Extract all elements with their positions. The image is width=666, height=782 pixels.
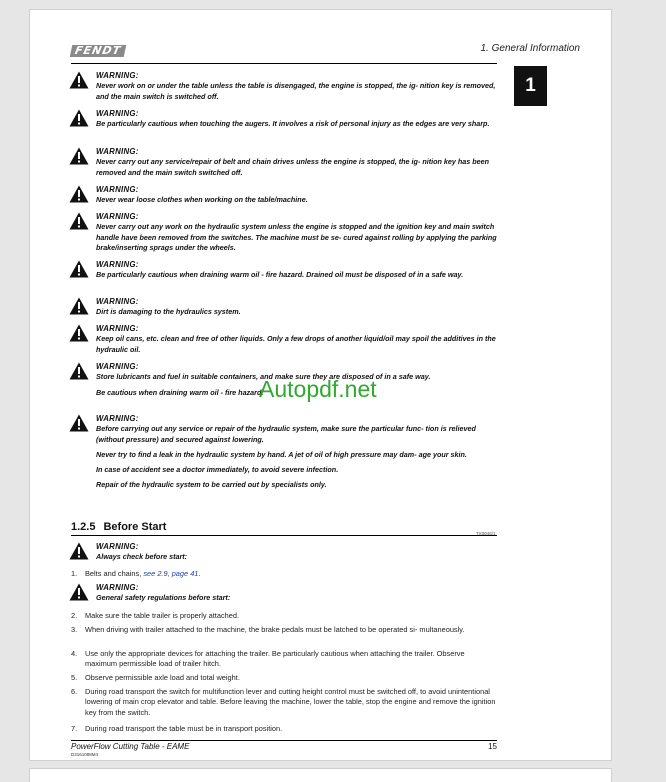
warning-label: WARNING:	[96, 362, 139, 371]
warning-label: WARNING:	[96, 260, 139, 269]
warning-text: Never work on or under the table unless the table is disengaged, the engine is stopped, the ig- nition key is removed, and the main switch is switched off.	[96, 81, 496, 101]
warning-text: Dirt is damaging to the hydraulics system.	[96, 307, 241, 317]
warning-label: WARNING:	[96, 71, 139, 80]
section-rule	[71, 535, 497, 536]
chapter-tab: 1	[514, 66, 547, 106]
list-item: 4. Use only the appropriate devices for attaching the trailer. Be particularly cautious when attaching the trailer. Observe maximum permissible load of trailer hitch.	[71, 649, 465, 669]
warning-text: In case of accident see a doctor immediately, to avoid severe infection.	[96, 465, 339, 475]
warning-text: Never try to find a leak in the hydraulic system by hand. A jet of oil of high pressure may dam- age your skin.	[96, 449, 467, 459]
warning-triangle-icon	[69, 542, 89, 560]
warning-label: WARNING:	[96, 324, 139, 333]
warning-text: Never carry out any service/repair of belt and chain drives unless the engine is stopped, the ig- nition key has been removed and the main switch switched off.	[96, 157, 490, 177]
warning-triangle-icon	[69, 297, 89, 315]
warning-text: Be particularly cautious when draining warm oil - fire hazard. Drained oil must be disposed of in a safe way.	[96, 270, 464, 280]
warning-triangle-icon	[69, 362, 89, 380]
list-item: 7. During road transport the table must be in transport position.	[71, 724, 283, 733]
fendt-logo: FENDT	[70, 45, 126, 57]
warning-text: Before carrying out any service or repair of the hydraulic system, make sure the particular func- tion is relieved (without pressure) and secured against lowering.	[96, 424, 476, 444]
warning-text: Keep oil cans, etc. clean and free of other liquids. Only a few drops of another liquid/oil may spoil the additives in the hydraulic oil.	[96, 334, 496, 354]
warning-label: WARNING:	[96, 185, 139, 194]
list-item: 3. When driving with trailer attached to the machine, the brake pedals must be latched to be operated si- multaneously.	[71, 625, 465, 634]
header-section-title: 1. General Information	[480, 43, 580, 54]
list-item: 5. Observe permissible axle load and total weight.	[71, 673, 240, 682]
footer-code: D3161088M4	[71, 752, 99, 757]
header-rule	[71, 63, 497, 64]
list-item: 6. During road transport the switch for multifunction lever and cutting height control must be switched off, to avoid unintentional lowering of main crop elevator and table. Before leaving the machine, lower the table, stop the engine and remove the ignition key from the switch.	[71, 687, 496, 717]
warning-label: WARNING:	[96, 212, 139, 221]
warning-triangle-icon	[69, 71, 89, 89]
list-item-1: 1. Belts and chains, see 2.9, page 41.	[71, 569, 201, 578]
warning-triangle-icon	[69, 414, 89, 432]
section-code: TS0046/1	[476, 531, 496, 536]
footer-rule	[71, 740, 497, 741]
warning-text: Be cautious when draining warm oil - fire hazard.	[96, 387, 264, 397]
watermark: Autopdf.net	[259, 376, 377, 402]
warning-label: WARNING:	[96, 109, 139, 118]
warning-triangle-icon	[69, 583, 89, 601]
warning-label: WARNING:	[96, 147, 139, 156]
warning-triangle-icon	[69, 109, 89, 127]
warning-text: Never carry out any work on the hydraulic system unless the engine is stopped and the ignition key and main switch handle have been removed from the switches. The machine must be se- cured against rolling by applying the parking brake/inserting sprags under the wheels.	[96, 222, 497, 252]
warning-text: Never wear loose clothes when working on the table/machine.	[96, 195, 308, 205]
warning-triangle-icon	[69, 212, 89, 230]
next-page	[29, 768, 612, 782]
page-number: 15	[488, 742, 497, 751]
warning-triangle-icon	[69, 324, 89, 342]
warning-triangle-icon	[69, 260, 89, 278]
warning-text: Be particularly cautious when touching the augers. It involves a risk of personal injury as the edges are very sharp.	[96, 119, 490, 129]
page-link[interactable]: see 2.9, page 41	[143, 569, 199, 578]
section-heading: 1.2.5 Before Start	[71, 521, 167, 533]
warning-text: Store lubricants and fuel in suitable containers, and make sure they are disposed of in a safe way.	[96, 372, 431, 382]
list-item: 2. Make sure the table trailer is properly attached.	[71, 611, 240, 620]
warning-label: WARNING:	[96, 414, 139, 423]
warning-text: Repair of the hydraulic system to be carried out by specialists only.	[96, 480, 327, 490]
warning-triangle-icon	[69, 185, 89, 203]
warning-label: WARNING:	[96, 297, 139, 306]
warning-triangle-icon	[69, 147, 89, 165]
footer-title: PowerFlow Cutting Table - EAME	[71, 742, 190, 751]
